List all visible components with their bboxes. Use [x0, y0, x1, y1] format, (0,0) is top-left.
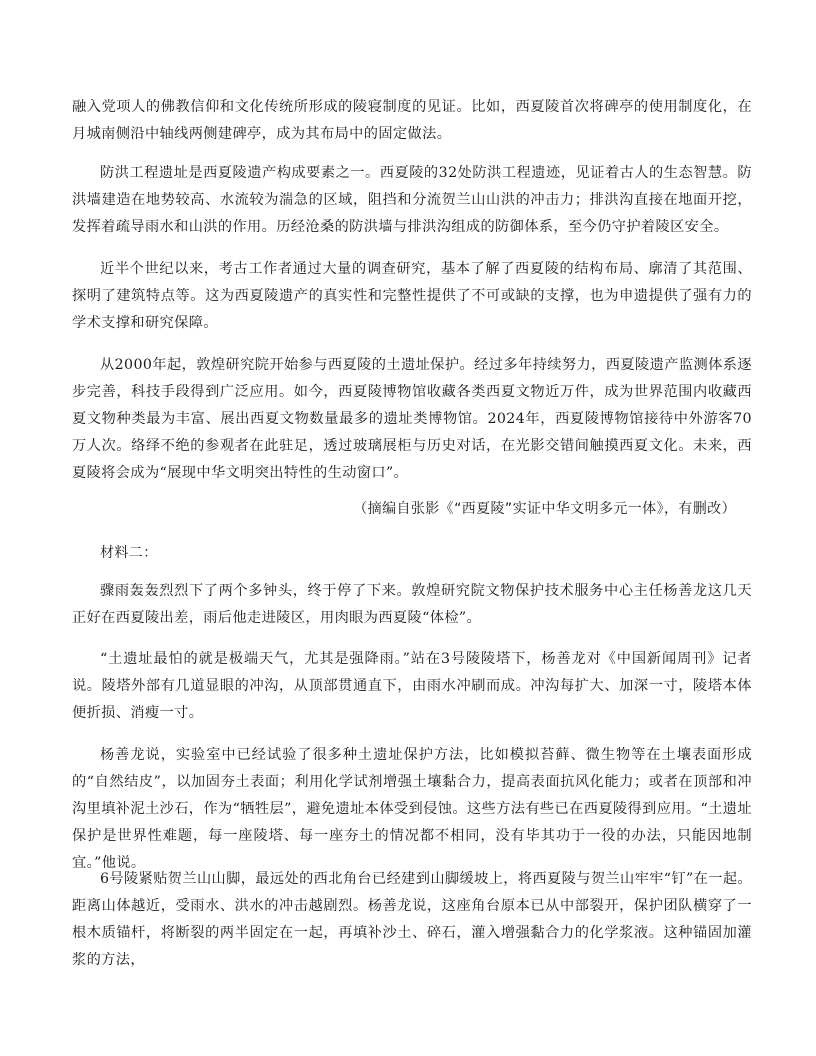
paragraph-erosion: “土遗址最怕的就是极端天气，尤其是强降雨。”站在3号陵陵塔下，杨善龙对《中国新闻周刊》记者说。陵塔外部有几道显眼的冲沟，从顶部贯通直下，由雨水冲刷而成。冲沟每扩大、加深一寸，陵塔本体便折损、消瘦一寸。 [72, 651, 752, 721]
material-heading: 材料二： [100, 545, 158, 561]
paragraph-rain-inspection: 骤雨轰轰烈烈下了两个多钟头，终于停了下来。敦煌研究院文物保护技术服务中心主任杨善龙这几天正好在西夏陵出差，雨后他走进陵区，用肉眼为西夏陵“体检”。 [72, 583, 752, 626]
paragraph-protection-methods: 杨善龙说，实验室中已经试验了很多种土遗址保护方法，比如模拟苔藓、微生物等在土壤表面形成的“自然结皮”，以加固夯土表面；利用化学试剂增强土壤黏合力，提高表面抗风化能力；或者在顶部和冲沟里填补泥土沙石，作为“牺牲层”，避免遗址本体受到侵蚀。这些方法有些已在西夏陵得到应用。“土遗址保护是世界性难题，每一座陵塔、每一座夯土的情况都不相同，没有毕其功于一役的办法，只能因地制宜。”他说。 [72, 747, 752, 871]
paragraph-archaeology: 近半个世纪以来，考古工作者通过大量的调查研究，基本了解了西夏陵的结构布局、廓清了其范围、探明了建筑特点等。这为西夏陵遗产的真实性和完整性提供了不可或缺的支撑，也为申遗提供了强有力的学术支撑和研究保障。 [72, 261, 752, 331]
source-citation: （摘编自张影《“西夏陵”实证中华文明多元一体》，有删改） [353, 501, 736, 517]
paragraph-tomb-system: 融入党项人的佛教信仰和文化传统所形成的陵寝制度的见证。比如，西夏陵首次将碑亭的使用制度化，在月城南侧沿中轴线两侧建碑亭，成为其布局中的固定做法。 [72, 99, 752, 142]
paragraph-flood-control: 防洪工程遗址是西夏陵遗产构成要素之一。西夏陵的32处防洪工程遗迹，见证着古人的生态智慧。防洪墙建造在地势较高、水流较为湍急的区域，阻挡和分流贺兰山山洪的冲击力；排洪沟直接在地面开挖，发挥着疏导雨水和山洪的作用。历经沧桑的防洪墙与排洪沟组成的防御体系，至今仍守护着陵区安全。 [72, 165, 752, 235]
paragraph-tomb-six: 6号陵紧贴贺兰山山脚，最远处的西北角台已经建到山脚缓坡上，将西夏陵与贺兰山牢牢“钉”在一起。距离山体越近，受雨水、洪水的冲击越剧烈。杨善龙说，这座角台原本已从中部裂开，保护团队横穿了一根木质锚杆，将断裂的两半固定在一起，再填补沙土、碎石，灌入增强黏合力的化学浆液。这种锚固加灌浆的方法， [72, 871, 752, 968]
paragraph-museum: 从2000年起，敦煌研究院开始参与西夏陵的土遗址保护。经过多年持续努力，西夏陵遗产监测体系逐步完善，科技手段得到广泛应用。如今，西夏陵博物馆收藏各类西夏文物近万件，成为世界范围内收藏西夏文物种类最为丰富、展出西夏文物数量最多的遗址类博物馆。2024年，西夏陵博物馆接待中外游客70万人次。络绎不绝的参观者在此驻足，透过玻璃展柜与历史对话，在光影交错间触摸西夏文化。未来，西夏陵将会成为“展现中华文明突出特性的生动窗口”。 [72, 357, 752, 481]
